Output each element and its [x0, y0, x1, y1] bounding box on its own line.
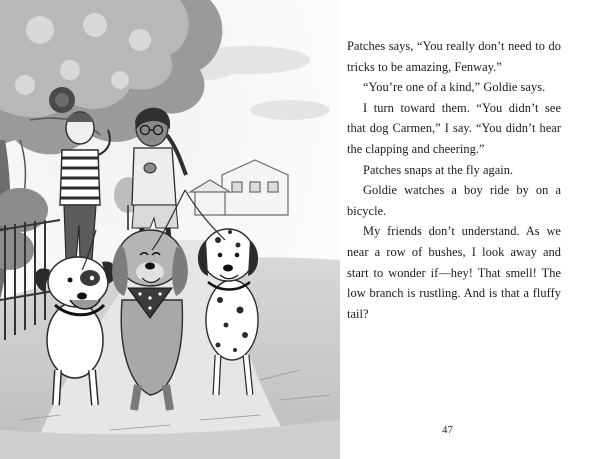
paragraph-1: Patches says, “You really don’t need to do tricks to be amazing, Fenway.”: [347, 39, 561, 74]
page-number: 47: [442, 424, 453, 436]
paragraph-2: “You’re one of a kind,” Goldie says.: [363, 80, 546, 95]
story-text: [347, 36, 561, 324]
paragraph-4: Patches snaps at the fly again.: [363, 162, 514, 177]
paragraph-3: I turn toward them. “You didn’t see that dog Carmen,” I say. “You didn’t hear the clapping and cheering.”: [347, 100, 561, 156]
paragraph-5: Goldie watches a boy ride by on a bicycle.: [347, 183, 561, 218]
paragraph-6: My friends don’t understand. As we near a row of bushes, I look away and start to wonder if—hey! That smell! The low branch is rustling. And is that a fluffy tail?: [347, 224, 561, 321]
